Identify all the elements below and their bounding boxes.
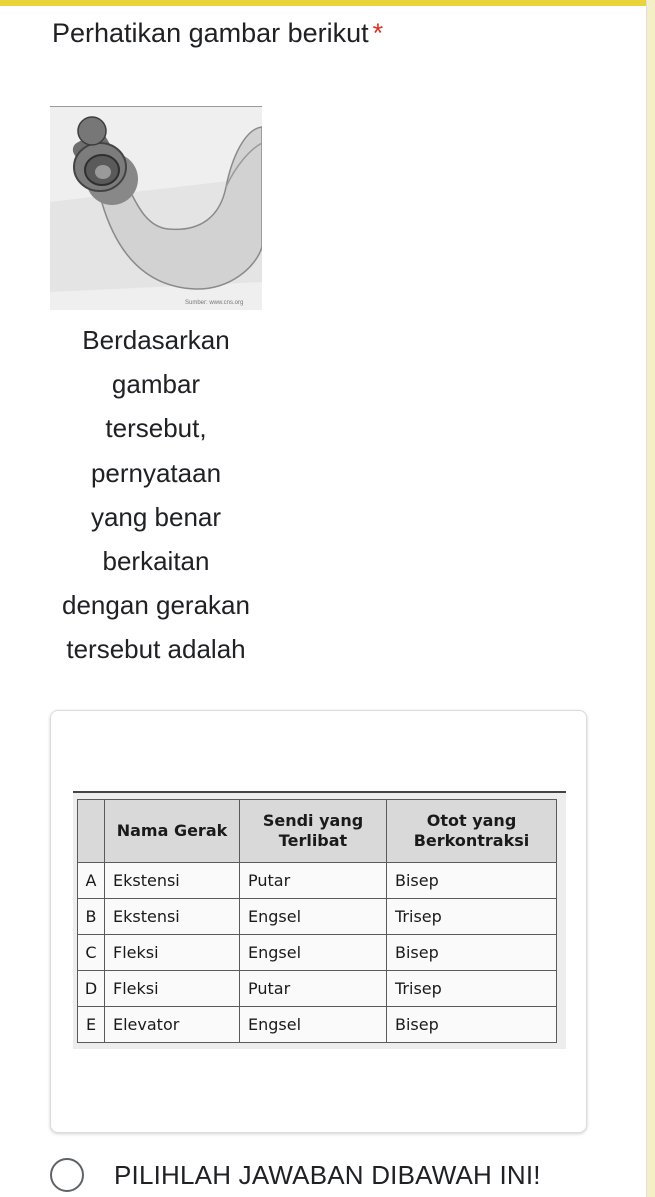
table-row xyxy=(78,935,557,971)
side-strip xyxy=(647,0,655,1197)
row-sendi: Engsel xyxy=(240,935,387,971)
table-row xyxy=(78,863,557,899)
table-row xyxy=(78,1007,557,1043)
description-line: tersebut adalah xyxy=(66,634,246,665)
question-title-text: Perhatikan gambar berikut xyxy=(52,18,369,48)
header-letter xyxy=(78,800,105,863)
answer-table xyxy=(77,799,557,1043)
answer-table-card xyxy=(50,710,587,1133)
description-line: pernyataan xyxy=(90,457,222,488)
image-caption: Sumber: www.cns.org xyxy=(185,300,244,306)
answer-option[interactable] xyxy=(50,1155,541,1195)
row-gerak: Ekstensi xyxy=(105,863,240,899)
required-asterisk: * xyxy=(372,18,384,48)
description-line: Berdasarkan xyxy=(82,325,230,355)
row-otot: Trisep xyxy=(387,899,557,935)
table-row xyxy=(78,971,557,1007)
table-header-row xyxy=(78,800,557,863)
row-otot: Bisep xyxy=(387,1007,557,1043)
row-gerak: Fleksi xyxy=(105,971,240,1007)
row-sendi: Putar xyxy=(240,863,387,899)
row-sendi: Engsel xyxy=(240,1007,387,1043)
table-top-rule xyxy=(73,791,566,793)
row-sendi: Putar xyxy=(240,971,387,1007)
row-letter: E xyxy=(78,1007,105,1043)
row-letter: C xyxy=(78,935,105,971)
row-gerak: Fleksi xyxy=(105,935,240,971)
row-otot: Trisep xyxy=(387,971,557,1007)
row-sendi: Engsel xyxy=(240,899,387,935)
description-line: yang benar xyxy=(90,501,222,532)
row-letter: B xyxy=(78,899,105,935)
row-gerak: Ekstensi xyxy=(105,899,240,935)
description-line: tersebut, xyxy=(105,413,207,444)
answer-table-image xyxy=(73,791,566,1049)
header-nama-gerak: Nama Gerak xyxy=(105,800,240,863)
row-otot: Bisep xyxy=(387,935,557,971)
header-sendi: Sendi yang Terlibat xyxy=(240,800,387,863)
table-row xyxy=(78,899,557,935)
question-title xyxy=(52,16,383,50)
row-gerak: Elevator xyxy=(105,1007,240,1043)
description-line: gambar xyxy=(111,369,201,400)
form-accent-bar xyxy=(0,0,655,6)
header-otot: Otot yang Berkontraksi xyxy=(387,800,557,863)
option-label: PILIHLAH JAWABAN DIBAWAH INI! xyxy=(114,1159,541,1190)
question-description xyxy=(50,318,262,672)
row-letter: D xyxy=(78,971,105,1007)
arm-dumbbell-image xyxy=(50,106,262,310)
radio-button[interactable] xyxy=(50,1158,84,1192)
description-line: berkaitan xyxy=(102,546,210,577)
row-otot: Bisep xyxy=(387,863,557,899)
row-letter: A xyxy=(78,863,105,899)
description-line: dengan gerakan xyxy=(62,590,250,621)
